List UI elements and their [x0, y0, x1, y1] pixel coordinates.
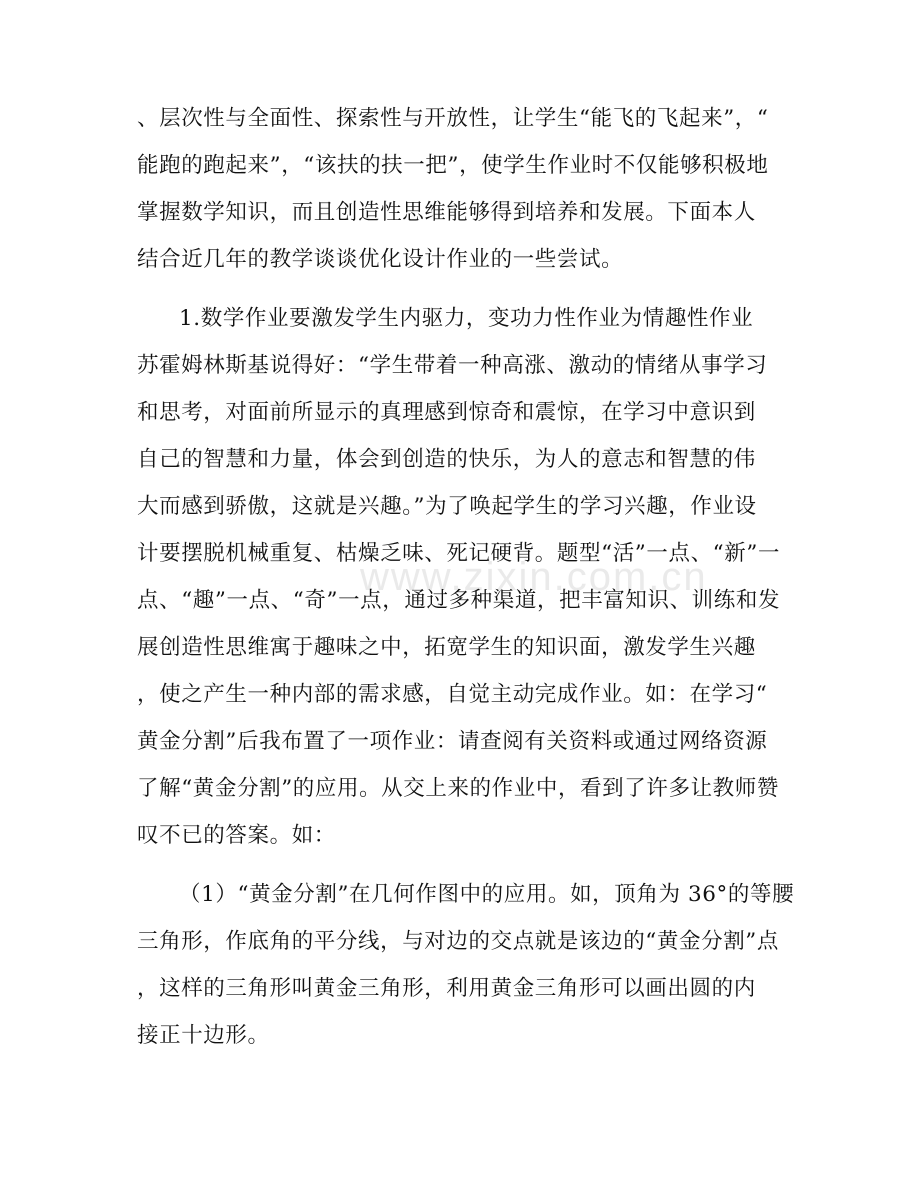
paragraph-example-1 [137, 871, 795, 1059]
text-line: 掌握数学知识，而且创造性思维能够得到培养和发展。下面本人 [137, 200, 756, 225]
text-line: ，这样的三角形叫黄金三角形，利用黄金三角形可以画出圆的内 [137, 976, 756, 1001]
text-line: 展创造性思维寓于趣味之中，拓宽学生的知识面，激发学生兴趣 [137, 635, 756, 660]
text-line: 和思考，对面前所显示的真理感到惊奇和震惊，在学习中意识到 [137, 400, 756, 425]
text-line: 自己的智慧和力量，体会到创造的快乐，为人的意志和智慧的伟 [137, 447, 756, 472]
text-line: ，使之产生一种内部的需求感，自觉主动完成作业。如：在学习“ [137, 682, 768, 707]
paragraph-section-1 [137, 295, 787, 859]
text-line: 叹不已的答案。如： [137, 823, 336, 848]
text-line: 苏霍姆林斯基说得好：“学生带着一种高涨、激动的情绪从事学习 [137, 353, 768, 378]
text-line: 、层次性与全面性、探索性与开放性，让学生“能飞的飞起来”，“ [137, 106, 769, 131]
text-line: 了解“黄金分割”的应用。从交上来的作业中，看到了许多让教师赞 [137, 776, 779, 801]
text-line: 大而感到骄傲，这就是兴趣。”为了唤起学生的学习兴趣，作业设 [137, 494, 757, 519]
paragraph-intro [137, 95, 787, 283]
paragraph-gap [137, 859, 787, 871]
paragraph-gap [137, 283, 787, 295]
text-line: 接正十边形。 [137, 1023, 270, 1048]
section-heading: 1.数学作业要激发学生内驱力，变功力性作业为情趣性作业 [179, 306, 754, 331]
text-line: 三角形，作底角的平分线，与对边的交点就是该边的“黄金分割”点 [137, 929, 779, 954]
text-line: 能跑的跑起来”，“该扶的扶一把”，使学生作业时不仅能够积极地 [137, 153, 769, 178]
watermark: www.zixin.com.cn [360, 555, 708, 599]
text-line: 结合近几年的教学谈谈优化设计作业的一些尝试。 [137, 247, 624, 272]
document-body [137, 95, 795, 1059]
text-line: 计要摆脱机械重复、枯燥乏味、死记硬背。题型“活”一点、“新”一 [137, 541, 781, 566]
text-line: 黄金分割”后我布置了一项作业：请查阅有关资料或通过网络资源 [137, 729, 768, 754]
text-line: （1）“黄金分割”在几何作图中的应用。如，顶角为 36°的等腰 [179, 882, 795, 907]
text-line: 点、“趣”一点、“奇”一点，通过多种渠道，把丰富知识、训练和发 [137, 588, 781, 613]
